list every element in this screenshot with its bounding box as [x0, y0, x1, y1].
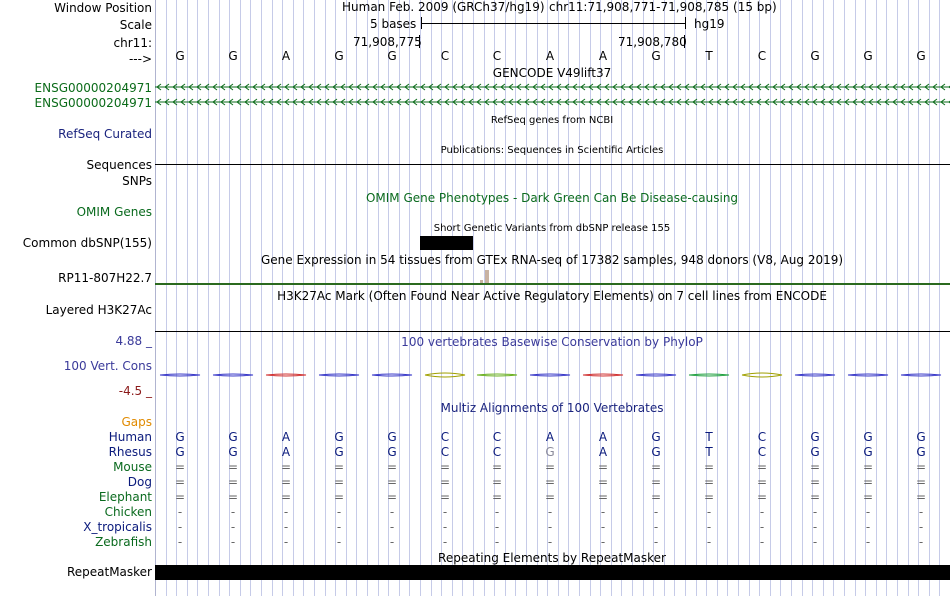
phylop-glyph	[266, 374, 306, 376]
alignment-dog-base: =	[544, 475, 556, 489]
window-position-label: Window Position	[54, 1, 152, 15]
alignment-chicken-base: -	[494, 505, 500, 519]
scale-bar	[421, 23, 685, 24]
alignment-zebrafish-base: -	[653, 535, 659, 549]
alignment-elephant-base: =	[491, 490, 503, 504]
coord-label-1: 71,908,775	[353, 35, 422, 49]
alignment-human-base: G	[916, 430, 926, 444]
gencode-gene-label-2[interactable]: ENSG00000204971	[34, 96, 152, 110]
alignment-elephant-base: =	[439, 490, 451, 504]
alignment-human-base: G	[651, 430, 661, 444]
gtex-track-title: Gene Expression in 54 tissues from GTEx RNA-seq of 17382 samples, 948 donors (V8, Aug 2019)	[260, 253, 844, 267]
phylop-glyph	[848, 374, 888, 376]
alignment-x-tropicalis-base: -	[494, 520, 500, 534]
base-letter: G	[810, 49, 820, 63]
alignment-dog-base: =	[280, 475, 292, 489]
alignment-zebrafish-base: -	[494, 535, 500, 549]
base-letter: G	[228, 49, 238, 63]
alignment-zebrafish-base: -	[918, 535, 924, 549]
alignment-chicken-base: -	[336, 505, 342, 519]
gencode-track-title: GENCODE V49lift37	[492, 66, 612, 80]
alignment-x-tropicalis-base: -	[865, 520, 871, 534]
alignment-x-tropicalis-base: -	[812, 520, 818, 534]
alignment-chicken-base: -	[865, 505, 871, 519]
alignment-human-base: G	[228, 430, 238, 444]
species-dog-label[interactable]: Dog	[127, 475, 152, 489]
publications-track-title: Publications: Sequences in Scientific Articles	[440, 145, 664, 156]
alignment-rhesus-base: G	[334, 445, 344, 459]
omim-track-title: OMIM Gene Phenotypes - Dark Green Can Be Disease-causing	[365, 191, 739, 205]
refseq-track-label[interactable]: RefSeq Curated	[58, 127, 152, 141]
alignment-mouse-base: =	[386, 460, 398, 474]
alignment-human-base: A	[598, 430, 608, 444]
phylop-glyph	[901, 374, 941, 376]
alignment-chicken-base: -	[759, 505, 765, 519]
phylop-glyph	[160, 374, 200, 376]
alignment-chicken-base: -	[653, 505, 659, 519]
alignment-human-base: G	[334, 430, 344, 444]
phylop-glyph	[477, 374, 517, 376]
h3k27ac-track-title: H3K27Ac Mark (Often Found Near Active Regulatory Elements) on 7 cell lines from ENCODE	[277, 289, 827, 303]
alignment-chicken-base: -	[812, 505, 818, 519]
alignment-elephant-base: =	[174, 490, 186, 504]
phylop-glyph	[319, 374, 359, 376]
alignment-mouse-base: =	[333, 460, 345, 474]
base-letter: A	[598, 49, 608, 63]
base-letter: G	[863, 49, 873, 63]
dbsnp-track-title: Short Genetic Variants from dbSNP release 155	[433, 223, 671, 234]
alignment-mouse-base: =	[227, 460, 239, 474]
base-letter: G	[175, 49, 185, 63]
omim-track-label[interactable]: OMIM Genes	[76, 205, 152, 219]
species-elephant-label[interactable]: Elephant	[98, 490, 152, 504]
alignment-elephant-base: =	[386, 490, 398, 504]
alignment-human-base: G	[175, 430, 185, 444]
alignment-mouse-base: =	[809, 460, 821, 474]
gtex-expression-bar[interactable]	[485, 270, 489, 283]
alignment-chicken-base: -	[547, 505, 553, 519]
alignment-elephant-base: =	[862, 490, 874, 504]
alignment-rhesus-base: G	[545, 445, 555, 459]
base-letter: G	[651, 49, 661, 63]
alignment-chicken-base: -	[230, 505, 236, 519]
alignment-dog-base: =	[491, 475, 503, 489]
alignment-chicken-base: -	[600, 505, 606, 519]
repeatmasker-track-label[interactable]: RepeatMasker	[66, 565, 152, 579]
repeatmasker-feature[interactable]	[155, 565, 950, 580]
alignment-dog-base: =	[439, 475, 451, 489]
phylop-glyph	[742, 373, 782, 377]
species-xtropicalis-label[interactable]: X_tropicalis	[83, 520, 152, 534]
strand-arrow-label: --->	[128, 52, 152, 66]
alignment-zebrafish-base: -	[177, 535, 183, 549]
alignment-dog-base: =	[862, 475, 874, 489]
alignment-rhesus-base: G	[387, 445, 397, 459]
dbsnp-track-label[interactable]: Common dbSNP(155)	[22, 236, 152, 250]
scale-text: 5 bases	[370, 17, 417, 31]
species-zebrafish-label[interactable]: Zebrafish	[95, 535, 152, 549]
alignment-rhesus-base: A	[598, 445, 608, 459]
alignment-zebrafish-base: -	[389, 535, 395, 549]
alignment-x-tropicalis-base: -	[389, 520, 395, 534]
alignment-dog-base: =	[227, 475, 239, 489]
alignment-x-tropicalis-base: -	[177, 520, 183, 534]
alignment-chicken-base: -	[918, 505, 924, 519]
alignment-x-tropicalis-base: -	[230, 520, 236, 534]
scale-label: Scale	[119, 18, 152, 32]
alignment-rhesus-base: C	[757, 445, 767, 459]
alignment-rhesus-base: T	[705, 445, 713, 459]
base-letter: C	[757, 49, 767, 63]
species-chicken-label[interactable]: Chicken	[104, 505, 152, 519]
alignment-chicken-base: -	[442, 505, 448, 519]
base-letter: A	[281, 49, 291, 63]
alignment-zebrafish-base: -	[865, 535, 871, 549]
alignment-zebrafish-base: -	[547, 535, 553, 549]
alignment-dog-base: =	[915, 475, 927, 489]
phylop-glyph	[372, 374, 412, 376]
phylop-glyph	[425, 373, 465, 377]
alignment-dog-base: =	[650, 475, 662, 489]
phylop-conservation-plot[interactable]	[155, 368, 950, 382]
gencode-gene-label-1[interactable]: ENSG00000204971	[34, 81, 152, 95]
alignment-mouse-base: =	[439, 460, 451, 474]
alignment-human-base: C	[492, 430, 502, 444]
alignment-zebrafish-base: -	[442, 535, 448, 549]
refseq-track-title: RefSeq genes from NCBI	[490, 115, 614, 126]
browser-image-area[interactable]	[155, 0, 950, 596]
alignment-mouse-base: =	[491, 460, 503, 474]
alignment-x-tropicalis-base: -	[283, 520, 289, 534]
scale-bar-left-tick	[421, 17, 422, 29]
phylop-glyph	[530, 374, 570, 376]
phylop-glyph	[636, 374, 676, 376]
alignment-zebrafish-base: -	[706, 535, 712, 549]
conservation-max-label: 4.88 _	[115, 334, 152, 348]
alignment-chicken-base: -	[706, 505, 712, 519]
alignment-human-base: C	[757, 430, 767, 444]
alignment-elephant-base: =	[227, 490, 239, 504]
alignment-elephant-base: =	[280, 490, 292, 504]
alignment-x-tropicalis-base: -	[653, 520, 659, 534]
alignment-rhesus-base: C	[492, 445, 502, 459]
alignment-rhesus-base: G	[916, 445, 926, 459]
alignment-chicken-base: -	[389, 505, 395, 519]
alignment-x-tropicalis-base: -	[918, 520, 924, 534]
repeatmasker-track-title: Repeating Elements by RepeatMasker	[438, 551, 666, 565]
alignment-human-base: G	[810, 430, 820, 444]
alignment-mouse-base: =	[756, 460, 768, 474]
alignment-elephant-base: =	[544, 490, 556, 504]
alignment-zebrafish-base: -	[812, 535, 818, 549]
alignment-human-base: A	[281, 430, 291, 444]
alignment-x-tropicalis-base: -	[547, 520, 553, 534]
base-letter: G	[387, 49, 397, 63]
conservation-min-label: -4.5 _	[118, 384, 152, 398]
alignment-rhesus-base: G	[810, 445, 820, 459]
assembly-title: Human Feb. 2009 (GRCh37/hg19)	[342, 0, 545, 14]
alignment-zebrafish-base: -	[759, 535, 765, 549]
alignment-elephant-base: =	[915, 490, 927, 504]
alignment-x-tropicalis-base: -	[759, 520, 765, 534]
alignment-rhesus-base: G	[228, 445, 238, 459]
alignment-x-tropicalis-base: -	[442, 520, 448, 534]
alignment-dog-base: =	[703, 475, 715, 489]
phylop-glyph	[795, 374, 835, 376]
scale-bar-right-tick	[685, 17, 686, 29]
coord-tick-1	[419, 35, 420, 48]
alignment-mouse-base: =	[650, 460, 662, 474]
gencode-gene-features[interactable]	[155, 81, 950, 111]
alignment-mouse-base: =	[915, 460, 927, 474]
alignment-human-base: C	[440, 430, 450, 444]
chrom-label: chr11:	[113, 36, 152, 50]
alignment-x-tropicalis-base: -	[706, 520, 712, 534]
track-labels	[0, 0, 155, 596]
alignment-human-base: T	[705, 430, 713, 444]
alignment-mouse-base: =	[862, 460, 874, 474]
alignment-rhesus-base: G	[863, 445, 873, 459]
base-letter: C	[492, 49, 502, 63]
alignment-elephant-base: =	[650, 490, 662, 504]
alignment-dog-base: =	[174, 475, 186, 489]
alignment-mouse-base: =	[174, 460, 186, 474]
alignment-chicken-base: -	[283, 505, 289, 519]
base-letter: G	[916, 49, 926, 63]
gtex-baseline	[155, 283, 950, 285]
h3k27ac-baseline	[155, 331, 950, 332]
alignment-x-tropicalis-base: -	[600, 520, 606, 534]
alignment-elephant-base: =	[597, 490, 609, 504]
dbsnp-variant-feature[interactable]	[420, 236, 473, 250]
coord-tick-2	[684, 35, 685, 48]
alignment-mouse-base: =	[597, 460, 609, 474]
phylop-glyph	[583, 374, 623, 376]
window-position-text: chr11:71,908,771-71,908,785 (15 bp)	[549, 0, 777, 14]
species-mouse-label[interactable]: Mouse	[113, 460, 152, 474]
alignment-rhesus-base: G	[175, 445, 185, 459]
alignment-zebrafish-base: -	[600, 535, 606, 549]
alignment-human-base: G	[387, 430, 397, 444]
species-human-label[interactable]: Human	[108, 430, 152, 444]
sequences-track-label[interactable]: Sequences	[86, 158, 152, 172]
alignment-rhesus-base: C	[440, 445, 450, 459]
alignment-elephant-base: =	[333, 490, 345, 504]
alignment-dog-base: =	[386, 475, 398, 489]
alignment-elephant-base: =	[809, 490, 821, 504]
alignment-zebrafish-base: -	[283, 535, 289, 549]
base-letter: C	[440, 49, 450, 63]
alignment-zebrafish-base: -	[230, 535, 236, 549]
alignment-dog-base: =	[809, 475, 821, 489]
alignment-dog-base: =	[597, 475, 609, 489]
base-letter: A	[545, 49, 555, 63]
alignment-rhesus-base: G	[651, 445, 661, 459]
phylop-track-title: 100 vertebrates Basewise Conservation by PhyloP	[401, 335, 703, 349]
alignment-mouse-base: =	[703, 460, 715, 474]
base-letter: G	[334, 49, 344, 63]
coord-label-2: 71,908,780	[618, 35, 687, 49]
conservation-track-label[interactable]: 100 Vert. Cons	[63, 359, 152, 373]
alignment-elephant-base: =	[756, 490, 768, 504]
alignment-mouse-base: =	[544, 460, 556, 474]
multiz-track-title: Multiz Alignments of 100 Vertebrates	[440, 401, 664, 415]
phylop-glyph	[213, 374, 253, 376]
alignment-chicken-base: -	[177, 505, 183, 519]
alignment-human-base: G	[863, 430, 873, 444]
species-rhesus-label[interactable]: Rhesus	[108, 445, 152, 459]
alignment-rhesus-base: A	[281, 445, 291, 459]
alignment-mouse-base: =	[280, 460, 292, 474]
alignment-x-tropicalis-base: -	[336, 520, 342, 534]
h3k27ac-track-label[interactable]: Layered H3K27Ac	[45, 303, 152, 317]
gtex-expression-bar-small[interactable]	[480, 280, 483, 283]
snps-track-label[interactable]: SNPs	[122, 174, 152, 188]
sequences-track-line	[155, 164, 950, 165]
gtex-gene-label[interactable]: RP11-807H22.7	[58, 271, 152, 285]
scale-db-text: hg19	[694, 17, 725, 31]
alignment-zebrafish-base: -	[336, 535, 342, 549]
alignment-elephant-base: =	[703, 490, 715, 504]
gaps-track-label[interactable]: Gaps	[121, 415, 152, 429]
alignment-dog-base: =	[756, 475, 768, 489]
alignment-human-base: A	[545, 430, 555, 444]
phylop-glyph	[689, 374, 729, 376]
alignment-dog-base: =	[333, 475, 345, 489]
base-letter: T	[705, 49, 713, 63]
